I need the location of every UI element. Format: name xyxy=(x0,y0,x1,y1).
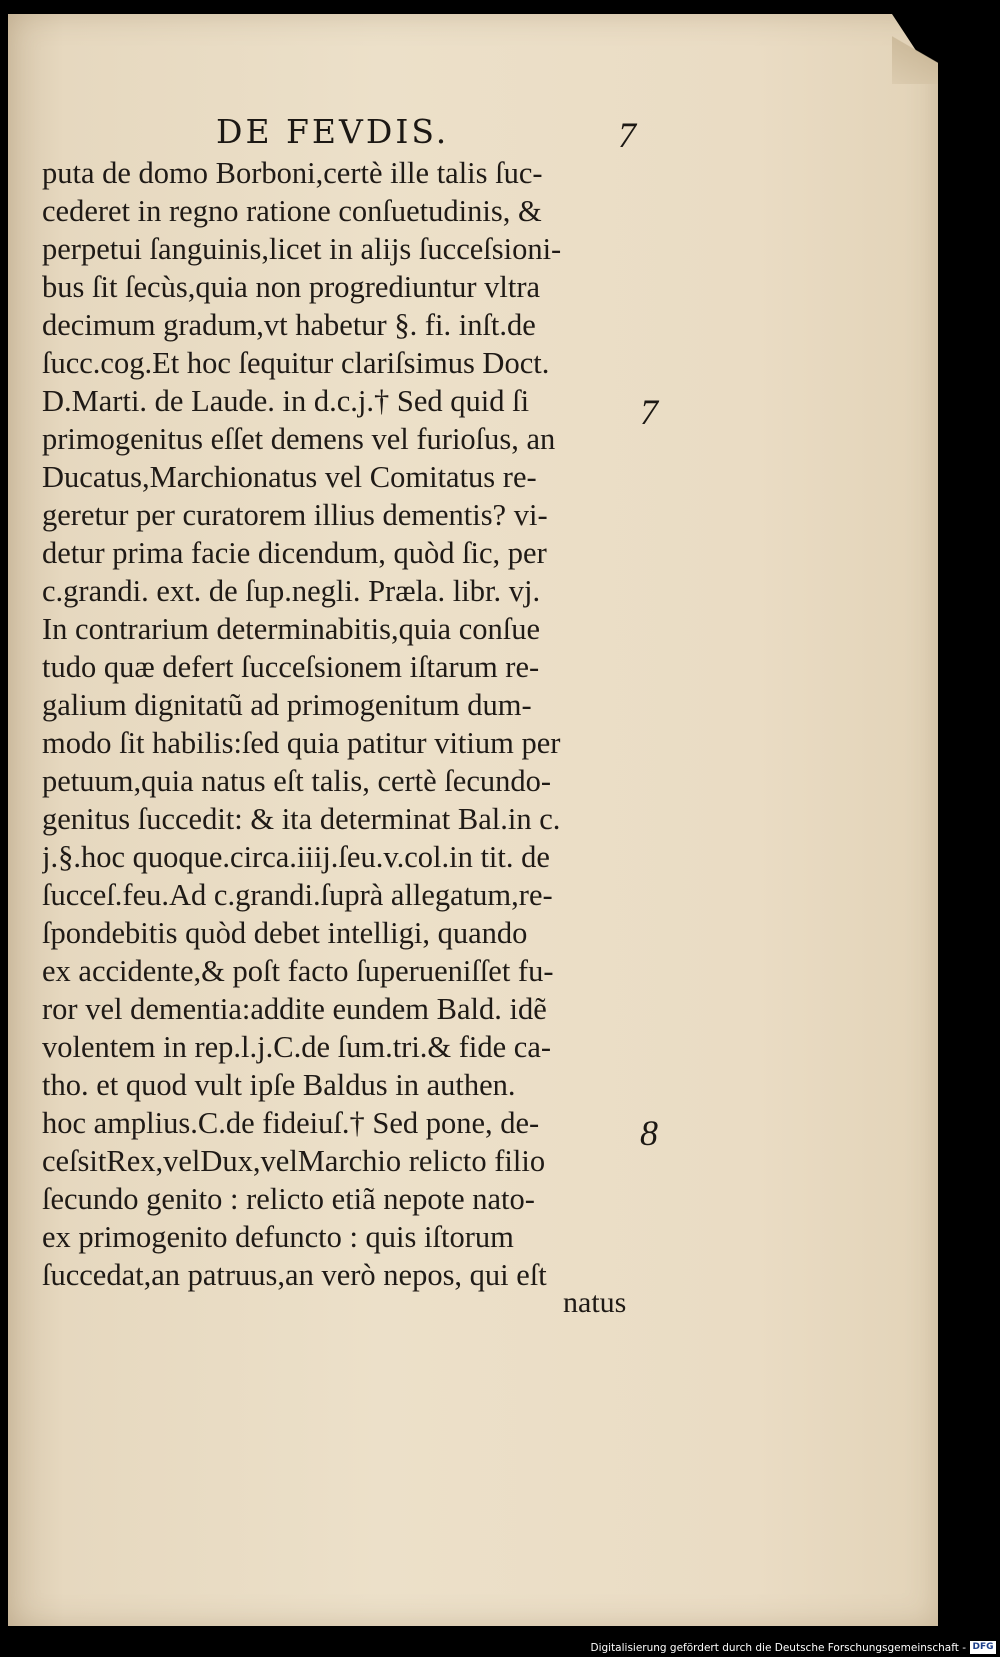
text-line: genitus ſuccedit: & ita determinat Bal.in c. xyxy=(42,802,561,836)
dfg-logo: DFG xyxy=(970,1641,996,1654)
text-line: ex accidente,& poſt facto ſuperueniſſet fu- xyxy=(42,954,554,988)
text-line: D.Marti. de Laude. in d.c.j.† Sed quid ſi xyxy=(42,384,530,418)
text-line: In contrarium determinabitis,quia conſue xyxy=(42,612,541,646)
margin-note-8: 8 xyxy=(640,1113,658,1153)
folded-corner xyxy=(892,14,938,84)
text-line: j.§.hoc quoque.circa.iiij.ſeu.v.col.in tit. de xyxy=(42,840,550,874)
text-line: decimum gradum,vt habetur §. fi. inſt.de xyxy=(42,308,536,342)
margin-note-7: 7 xyxy=(640,392,658,432)
text-line: detur prima facie dicendum, quòd ſic, per xyxy=(42,536,547,570)
text-line: ſecundo genito : relicto etiã nepote nato- xyxy=(42,1182,535,1216)
running-title: DE FEVDIS. xyxy=(216,112,450,151)
text-line: ſucc.cog.Et hoc ſequitur clariſsimus Doct. xyxy=(42,346,550,380)
text-line: bus ſit ſecùs,quia non progrediuntur vltra xyxy=(42,270,541,304)
book-page xyxy=(8,14,938,1626)
catchword: natus xyxy=(563,1286,627,1319)
text-line: c.grandi. ext. de ſup.negli. Præla. libr. vj. xyxy=(42,574,541,608)
text-line: tho. et quod vult ipſe Baldus in authen. xyxy=(42,1068,516,1102)
text-line: ceſsitRex,velDux,velMarchio relicto filio xyxy=(42,1144,546,1178)
text-line: ſuccedat,an patruus,an verò nepos, qui eſt xyxy=(42,1258,547,1292)
text-line: primogenitus eſſet demens vel furioſus, an xyxy=(42,422,556,456)
text-line: tudo quæ defert ſucceſsionem iſtarum re- xyxy=(42,650,540,684)
text-line: galium dignitatũ ad primogenitum dum- xyxy=(42,688,532,722)
digitization-credit: Digitalisierung gefördert durch die Deutsche Forschungsgemeinschaft - xyxy=(590,1642,966,1654)
text-line: perpetui ſanguinis,licet in alijs ſucceſsioni- xyxy=(42,232,562,266)
text-line: cederet in regno ratione conſuetudinis, & xyxy=(42,194,542,228)
text-line: puta de domo Borboni,certè ille talis ſuc- xyxy=(42,156,543,190)
text-line: geretur per curatorem illius dementis? vi- xyxy=(42,498,548,532)
page-number: 7 xyxy=(618,115,636,155)
text-line: volentem in rep.l.j.C.de ſum.tri.& fide ca- xyxy=(42,1030,552,1064)
text-line: ſucceſ.feu.Ad c.grandi.ſuprà allegatum,re- xyxy=(42,878,553,912)
footer-bar xyxy=(0,1637,1000,1657)
text-line: ſpondebitis quòd debet intelligi, quando xyxy=(42,916,528,950)
text-line: ror vel dementia:addite eundem Bald. idẽ xyxy=(42,992,547,1026)
text-line: modo ſit habilis:ſed quia patitur vitium per xyxy=(42,726,561,760)
text-line: Ducatus,Marchionatus vel Comitatus re- xyxy=(42,460,537,494)
text-line: petuum,quia natus eſt talis, certè ſecundo- xyxy=(42,764,552,798)
body-text xyxy=(42,154,652,1294)
text-line: hoc amplius.C.de fideiuſ.† Sed pone, de- xyxy=(42,1106,540,1140)
text-line: ex primogenito defuncto : quis iſtorum xyxy=(42,1220,514,1254)
